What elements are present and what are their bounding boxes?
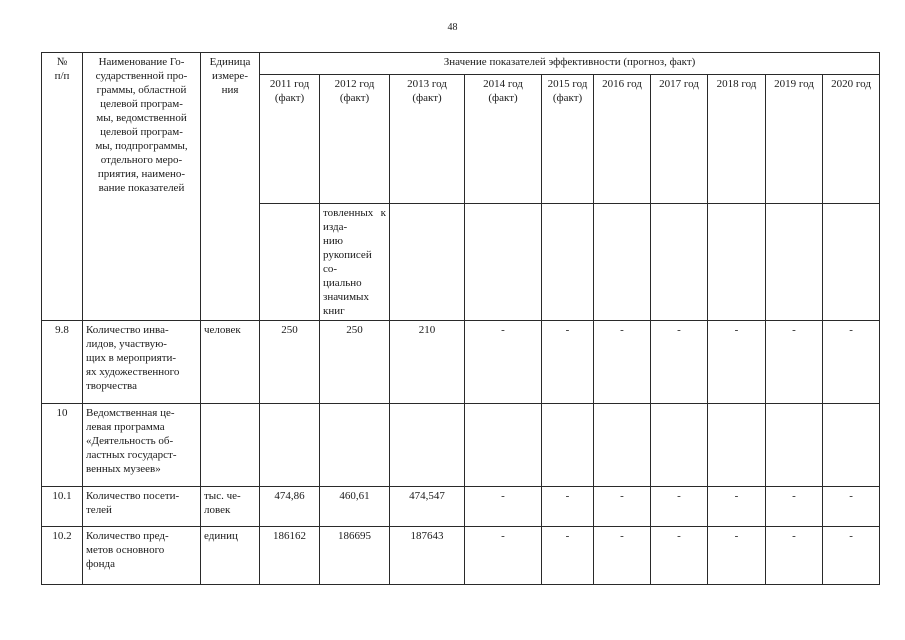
page-number: 48 — [447, 22, 458, 33]
header-values-label: Значение показателей эффективности (прогноз, факт) — [443, 56, 696, 68]
table-body — [42, 53, 880, 585]
value-cell: - — [823, 527, 880, 585]
header-year-2: 2013 год (факт) — [390, 75, 465, 204]
header-unit — [201, 53, 260, 321]
header-values-group — [260, 53, 880, 75]
header-name — [83, 53, 201, 321]
header-year-1: 2012 год (факт) — [320, 75, 390, 204]
value-cell — [766, 404, 823, 487]
value-cell — [542, 404, 594, 487]
table-row — [42, 404, 880, 487]
value-cell: - — [651, 321, 708, 404]
value-cell — [594, 204, 651, 321]
indicator-name: Количество пред- метов основного фонда — [83, 527, 201, 585]
value-cell: 474,547 — [390, 487, 465, 527]
value-cell — [542, 204, 594, 321]
indicator-name: Количество посети- телей — [83, 487, 201, 527]
header-row-1 — [42, 53, 880, 75]
value-cell — [320, 404, 390, 487]
value-cell: - — [465, 487, 542, 527]
indicator-name: Количество инва- лидов, участвую- щих в мероприяти- ях художественного творчества — [83, 321, 201, 404]
value-cell: 474,86 — [260, 487, 320, 527]
value-cell — [260, 404, 320, 487]
header-year-3: 2014 год (факт) — [465, 75, 542, 204]
value-cell — [766, 204, 823, 321]
header-name-label: Наименование Го- сударственной про- граммы, областной целевой програм- мы, ведомственной целевой програм- мы, подпрограммы, отдельного меро- приятия, наимено- вание показателей — [95, 56, 188, 194]
value-cell — [594, 404, 651, 487]
unit: человек — [201, 321, 260, 404]
value-cell: - — [708, 487, 766, 527]
value-cell — [651, 404, 708, 487]
row-number: 9.8 — [42, 321, 83, 404]
value-cell: - — [708, 321, 766, 404]
unit — [201, 404, 260, 487]
header-year-7: 2018 год — [708, 75, 766, 204]
value-cell — [823, 204, 880, 321]
unit: единиц — [201, 527, 260, 585]
header-year-8: 2019 год — [766, 75, 823, 204]
value-cell: - — [594, 321, 651, 404]
value-cell — [465, 204, 542, 321]
table-row — [42, 321, 880, 404]
value-cell: 187643 — [390, 527, 465, 585]
value-cell: - — [594, 527, 651, 585]
header-year-0: 2011 год (факт) — [260, 75, 320, 204]
row-number: 10.1 — [42, 487, 83, 527]
header-year-5: 2016 год — [594, 75, 651, 204]
value-cell: - — [766, 487, 823, 527]
table-row — [42, 527, 880, 585]
value-cell: - — [542, 487, 594, 527]
header-num — [42, 53, 83, 321]
value-cell: - — [594, 487, 651, 527]
value-cell: - — [708, 527, 766, 585]
unit — [390, 204, 465, 321]
indicator-name: Ведомственная це- левая программа «Деятельность об- ластных государст- венных музеев» — [83, 404, 201, 487]
row-number: 10 — [42, 404, 83, 487]
header-num-label: № п/п — [54, 56, 70, 82]
value-cell — [708, 204, 766, 321]
value-cell — [708, 404, 766, 487]
header-year-4: 2015 год (факт) — [542, 75, 594, 204]
value-cell: 186695 — [320, 527, 390, 585]
header-unit-label: Единица измере- ния — [209, 56, 251, 96]
indicator-name: товленных к изда- нию рукописей со- циально значимых книг — [320, 204, 390, 321]
value-cell: - — [465, 321, 542, 404]
header-year-6: 2017 год — [651, 75, 708, 204]
value-cell — [390, 404, 465, 487]
value-cell: - — [823, 321, 880, 404]
unit: тыс. че- ловек — [201, 487, 260, 527]
value-cell: 250 — [260, 321, 320, 404]
performance-indicators-table — [41, 52, 880, 585]
value-cell: - — [766, 321, 823, 404]
value-cell: - — [651, 487, 708, 527]
value-cell: - — [823, 487, 880, 527]
header-year-9: 2020 год — [823, 75, 880, 204]
value-cell: - — [766, 527, 823, 585]
value-cell: 186162 — [260, 527, 320, 585]
value-cell: 460,61 — [320, 487, 390, 527]
table-row — [42, 487, 880, 527]
value-cell: - — [651, 527, 708, 585]
row-number — [260, 204, 320, 321]
value-cell: - — [465, 527, 542, 585]
value-cell: - — [542, 321, 594, 404]
value-cell: - — [542, 527, 594, 585]
value-cell: 250 — [320, 321, 390, 404]
row-number: 10.2 — [42, 527, 83, 585]
value-cell: 210 — [390, 321, 465, 404]
value-cell — [465, 404, 542, 487]
value-cell — [651, 204, 708, 321]
value-cell — [823, 404, 880, 487]
